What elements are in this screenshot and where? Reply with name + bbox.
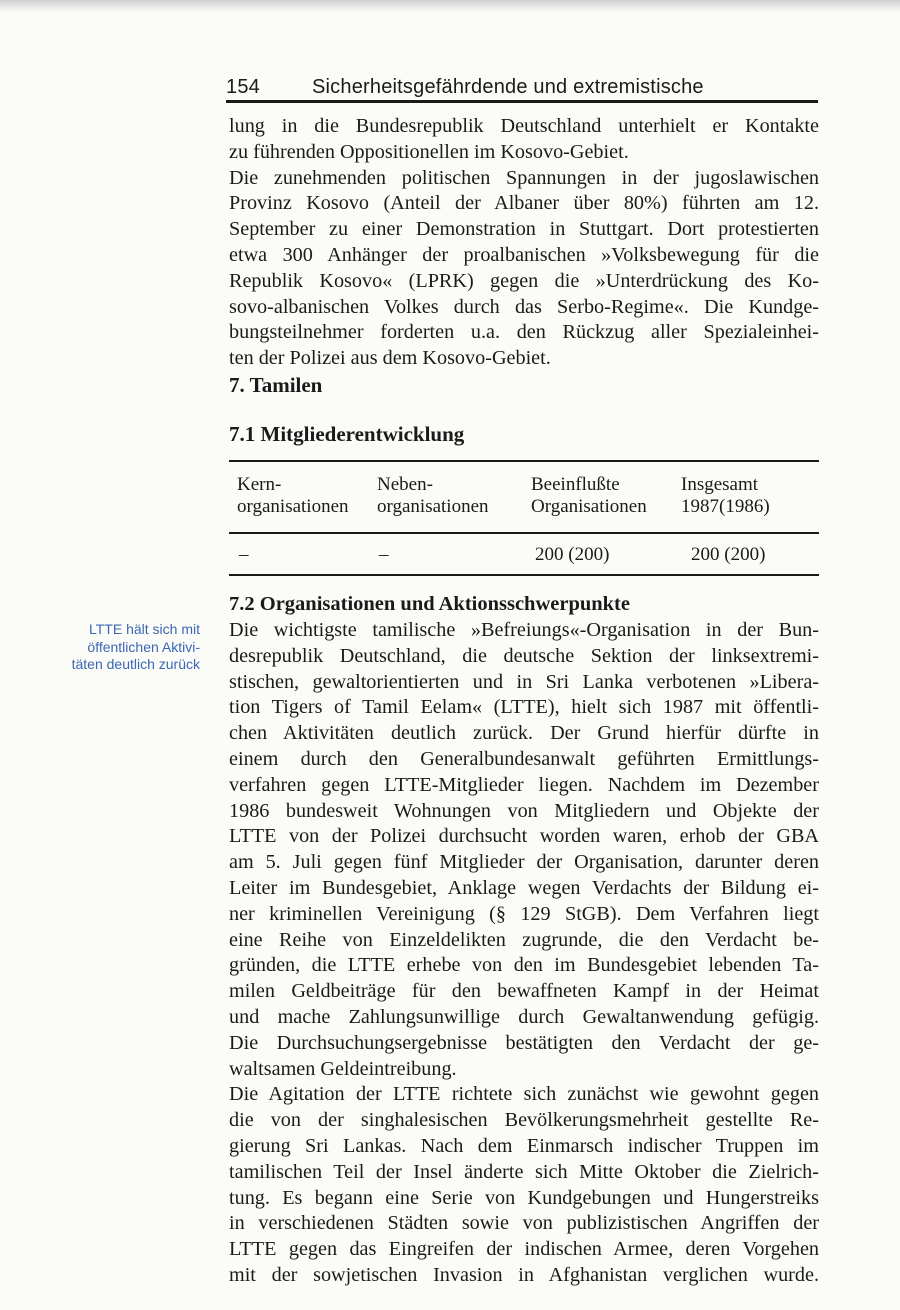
- text-line: Die zunehmenden politischen Spannungen in der jugoslawischen: [229, 166, 819, 189]
- text-line: und mache Zahlungsunwillige durch Gewaltanwendung gefügig.: [229, 1005, 819, 1028]
- cell-kern: –: [239, 543, 249, 565]
- cell-neben: –: [379, 543, 389, 565]
- text-line: desrepublik Deutschland, die deutsche Sektion der linksextremi-: [229, 644, 819, 667]
- section-heading-mitgliederentwicklung: 7.1 Mitgliederentwicklung: [229, 422, 465, 446]
- text-line: tung. Es begann eine Serie von Kundgebungen und Hungerstreiks: [229, 1186, 819, 1209]
- cell-beeinflusst: 200 (200): [535, 543, 610, 565]
- table-bottom-rule: [229, 574, 819, 576]
- text-line: etwa 300 Anhänger der proalbanischen »Volksbewegung für die: [229, 243, 819, 266]
- paragraph-ltte: [229, 618, 819, 1289]
- header-beeinflusste-organisationen: Beeinflußte Organisationen: [531, 474, 647, 517]
- text-line: waltsamen Geldeintreibung.: [229, 1057, 457, 1080]
- text-line: Leiter im Bundesgebiet, Anklage wegen Verdachts der Bildung ei-: [229, 876, 819, 899]
- page-number: 154: [226, 76, 260, 98]
- text-line: in verschiedenen Städten sowie von publizistischen Angriffen der: [229, 1212, 819, 1235]
- text-line: Die wichtigste tamilische »Befreiungs«-Organisation in der Bun-: [229, 619, 819, 641]
- header-kernorganisationen: Kern- organisationen: [237, 474, 349, 517]
- text-line: Provinz Kosovo (Anteil der Albaner über 80%) führten am 12.: [229, 192, 819, 215]
- text-line: September zu einer Demonstration in Stuttgart. Dort protestierten: [229, 218, 819, 241]
- section-heading-organisationen: 7.2 Organisationen und Aktionsschwerpunkte: [229, 593, 630, 615]
- header-nebenorganisationen: Neben- organisationen: [377, 474, 489, 517]
- text-line: milen Geldbeiträge für den bewaffneten Kampf in der Heimat: [229, 980, 819, 1003]
- table-row: [229, 534, 819, 574]
- membership-table: [229, 460, 819, 576]
- section-heading-tamilen: 7. Tamilen: [229, 373, 323, 397]
- text-line: einem durch den Generalbundesanwalt geführten Ermittlungs-: [229, 747, 819, 770]
- text-line: mit der sowjetischen Invasion in Afghanistan verglichen wurde.: [229, 1263, 819, 1286]
- text-line: bungsteilnehmer forderten u.a. den Rückzug aller Spezialeinhei-: [229, 321, 819, 344]
- table-header-row: [229, 462, 819, 532]
- text-line: stischen, gewaltorientierten und in Sri Lanka verbotenen »Libera-: [229, 670, 819, 693]
- text-line: 1986 bundesweit Wohnungen von Mitgliedern und Objekte der: [229, 799, 819, 822]
- text-line: tamilischen Teil der Insel änderte sich Mitte Oktober die Zielrich-: [229, 1160, 819, 1183]
- text-line: chen Aktivitäten deutlich zurück. Der Grund hierfür dürfte in: [229, 722, 819, 745]
- scan-edge: [0, 0, 900, 12]
- text-line: Republik Kosovo« (LPRK) gegen die »Unterdrückung des Ko-: [229, 269, 819, 292]
- intro-paragraph: [229, 114, 819, 372]
- text-line: gierung Sri Lankas. Nach dem Einmarsch indischer Truppen im: [229, 1134, 819, 1157]
- header-insgesamt: Insgesamt 1987(1986): [681, 474, 770, 517]
- text-line: tion Tigers of Tamil Eelam« (LTTE), hielt sich 1987 mit öffentli-: [229, 696, 819, 719]
- cell-insgesamt: 200 (200): [691, 543, 766, 565]
- text-line: am 5. Juli gegen fünf Mitglieder der Organisation, darunter deren: [229, 851, 819, 874]
- text-line: die von der singhalesischen Bevölkerungsmehrheit gestellte Re-: [229, 1109, 819, 1132]
- running-title: Sicherheitsgefährdende und extremistische: [312, 76, 704, 98]
- text-line: LTTE von der Polizei durchsucht worden waren, erhob der GBA: [229, 825, 819, 848]
- text-line: sovo-albanischen Volkes durch das Serbo-Regime«. Die Kundge-: [229, 295, 819, 318]
- text-line: gründen, die LTTE erhebe von den im Bundesgebiet lebenden Ta-: [229, 954, 819, 977]
- running-header: [226, 76, 818, 99]
- text-line: zu führenden Oppositionellen im Kosovo-Gebiet.: [229, 140, 629, 163]
- text-line: lung in die Bundesrepublik Deutschland unterhielt er Kontakte: [229, 115, 819, 137]
- text-line: verfahren gegen LTTE-Mitglieder liegen. Nachdem im Dezember: [229, 773, 819, 796]
- text-line: ten der Polizei aus dem Kosovo-Gebiet.: [229, 347, 551, 370]
- text-line: LTTE gegen das Eingreifen der indischen Armee, deren Vorgehen: [229, 1238, 819, 1261]
- text-line: eine Reihe von Einzeldelikten zugrunde, die den Verdacht be-: [229, 928, 819, 951]
- header-rule: [226, 100, 818, 103]
- text-line: Die Durchsuchungsergebnisse bestätigten den Verdacht der ge-: [229, 1031, 819, 1054]
- text-line: Die Agitation der LTTE richtete sich zunächst wie gewohnt gegen: [229, 1083, 819, 1106]
- text-line: ner kriminellen Vereinigung (§ 129 StGB). Dem Verfahren liegt: [229, 902, 819, 925]
- margin-note: LTTE hält sich mit öffentlichen Aktivi- täten deutlich zurück: [71, 621, 200, 672]
